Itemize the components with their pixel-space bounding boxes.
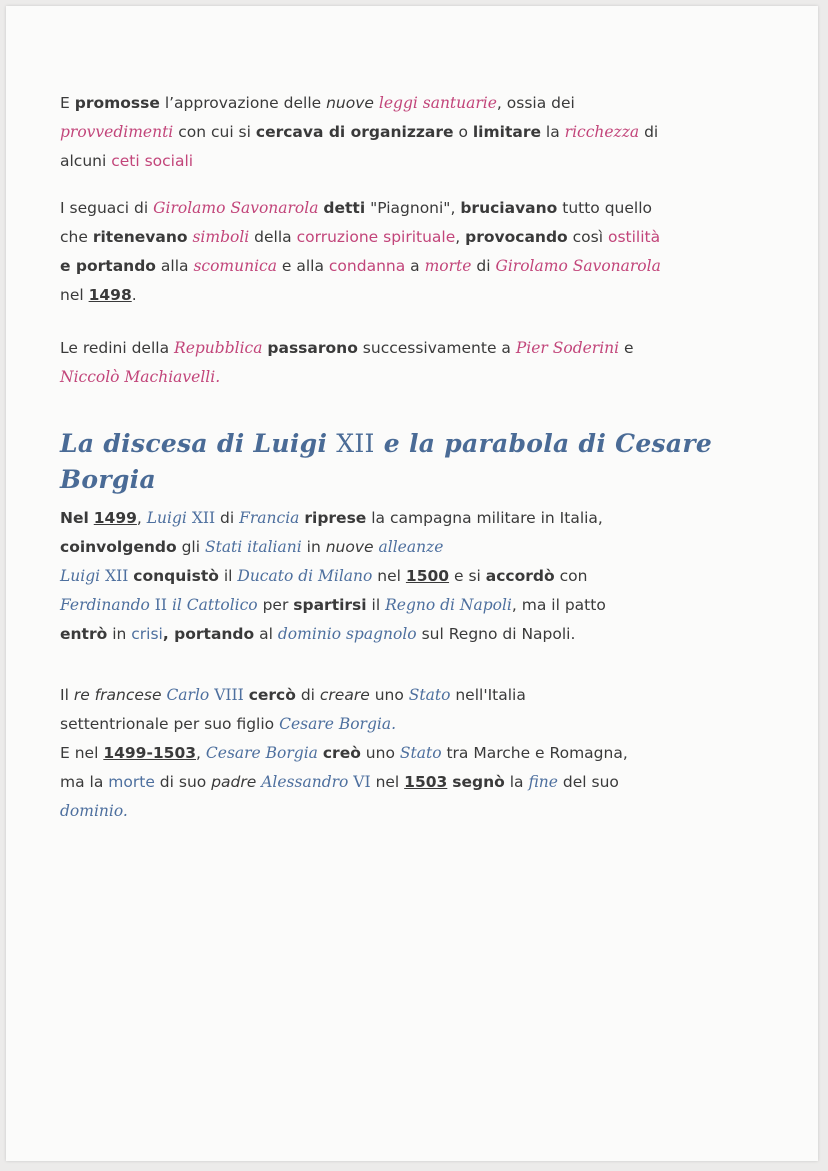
text: di: [644, 123, 659, 141]
text: e si: [453, 567, 481, 585]
text: , ossia dei: [496, 94, 575, 112]
text: ,: [196, 744, 201, 762]
keyword-provvedimenti: provvedimenti: [60, 123, 174, 141]
keyword-dominio: dominio.: [60, 802, 128, 820]
text: la campagna militare in Italia,: [371, 509, 603, 527]
text: "Piagnoni": [370, 199, 451, 217]
keyword-luigi: Luigi: [60, 567, 101, 585]
text: nel: [377, 567, 401, 585]
text-bold: provocando: [465, 228, 568, 246]
date-1499: 1499: [93, 509, 137, 527]
heading-text: La discesa di Luigi: [60, 429, 328, 458]
text-bold: e portando: [60, 257, 156, 275]
text: Il: [60, 686, 69, 704]
keyword-ostilita: ostilità: [607, 228, 661, 246]
text: sul Regno di Napoli.: [421, 625, 576, 643]
text: E: [60, 94, 70, 112]
text: della: [254, 228, 292, 246]
text: tutto quello: [562, 199, 653, 217]
paragraph-leggi-santuarie: [60, 89, 750, 176]
keyword-ferdinando: Ferdinando: [60, 596, 150, 614]
keyword-repubblica: Repubblica: [174, 339, 263, 357]
text: uno: [365, 744, 395, 762]
section-heading: [60, 426, 760, 498]
text-bold: conquistò: [133, 567, 219, 585]
keyword-pier-soderini: Pier Soderini: [515, 339, 620, 357]
keyword-morte: morte: [108, 773, 155, 791]
text-bold: coinvolgendo: [60, 538, 177, 556]
keyword-morte: morte: [424, 257, 472, 275]
text: uno: [374, 686, 404, 704]
keyword-cesare-borgia: Cesare Borgia.: [279, 715, 396, 733]
text: di suo: [159, 773, 207, 791]
text-italic: re francese: [73, 686, 162, 704]
text: di: [476, 257, 491, 275]
text: e alla: [281, 257, 324, 275]
text: che: [60, 228, 88, 246]
text: di: [220, 509, 235, 527]
keyword-girolamo-savonarola: Girolamo Savonarola: [153, 199, 319, 217]
text-bold: cercava di organizzare: [255, 123, 454, 141]
text-bold: entrò: [60, 625, 108, 643]
keyword-niccolo-machiavelli: Niccolò Machiavelli.: [60, 368, 221, 386]
text: ,: [136, 509, 142, 527]
keyword-regno-di-napoli: Regno di Napoli: [385, 596, 512, 614]
text: E nel: [60, 744, 99, 762]
heading-text: e la parabola di Cesare Borgia: [60, 429, 713, 494]
keyword-crisi: crisi: [131, 625, 163, 643]
text: il: [223, 567, 233, 585]
text-bold: Nel: [60, 509, 89, 527]
text-italic: nuove: [326, 94, 374, 112]
keyword-corruzione-spirituale: corruzione spirituale: [296, 228, 456, 246]
paragraph-luigi-xii: [60, 504, 750, 649]
text-bold: creò: [322, 744, 361, 762]
keyword-scomunica: scomunica: [193, 257, 277, 275]
text: .: [131, 286, 137, 304]
text-italic: nuove: [325, 538, 374, 556]
text-bold: passarono: [267, 339, 358, 357]
paragraph-repubblica: [60, 334, 750, 392]
text: il: [371, 596, 381, 614]
text: I seguaci di: [60, 199, 149, 217]
text: l’approvazione delle: [164, 94, 322, 112]
text-italic: padre: [211, 773, 257, 791]
numeral-viii: VIII: [214, 686, 244, 704]
text: con cui si: [178, 123, 251, 141]
text: in: [306, 538, 321, 556]
keyword-dominio-spagnolo: dominio spagnolo: [277, 625, 417, 643]
text: del suo: [562, 773, 619, 791]
text: a: [410, 257, 420, 275]
text: ma la: [60, 773, 104, 791]
text-bold: promosse: [74, 94, 160, 112]
document-page: [6, 6, 818, 1161]
text: al: [259, 625, 273, 643]
keyword-girolamo-savonarola: Girolamo Savonarola: [495, 257, 661, 275]
text: nel: [375, 773, 400, 791]
text: nel: [60, 286, 84, 304]
text: , ma il patto: [511, 596, 606, 614]
text: ,: [450, 199, 456, 217]
paragraph-savonarola: [60, 194, 750, 310]
text: gli: [181, 538, 201, 556]
keyword-cesare-borgia: Cesare Borgia: [205, 744, 318, 762]
keyword-ducato-di-milano: Ducato di Milano: [237, 567, 373, 585]
date-1499-1503: 1499-1503: [103, 744, 197, 762]
text: tra Marche e Romagna,: [446, 744, 628, 762]
text-bold: detti: [323, 199, 366, 217]
keyword-francia: Francia: [239, 509, 300, 527]
keyword-ceti-sociali: ceti sociali: [111, 152, 194, 170]
keyword-carlo: Carlo: [166, 686, 210, 704]
text: in: [112, 625, 127, 643]
text-bold: cercò: [248, 686, 296, 704]
text: la: [509, 773, 524, 791]
keyword-simboli: simboli: [192, 228, 250, 246]
keyword-leggi-santuarie: leggi santuarie: [378, 94, 497, 112]
numeral-vi: VI: [353, 773, 371, 791]
keyword-stato: Stato: [408, 686, 451, 704]
text: successivamente a: [362, 339, 511, 357]
text: e: [624, 339, 634, 357]
keyword-luigi: Luigi: [146, 509, 187, 527]
text-bold: , portando: [162, 625, 255, 643]
text: nell'Italia: [455, 686, 526, 704]
text: alla: [160, 257, 189, 275]
date-1503: 1503: [404, 773, 448, 791]
date-1498: 1498: [88, 286, 132, 304]
paragraph-cesare-borgia: [60, 681, 750, 826]
numeral-xii: XII: [105, 567, 129, 585]
text-bold: segnò: [452, 773, 505, 791]
text-bold: ritenevano: [92, 228, 188, 246]
text-italic: creare: [319, 686, 370, 704]
keyword-fine: fine: [528, 773, 558, 791]
text-bold: limitare: [472, 123, 541, 141]
keyword-il-cattolico: il Cattolico: [171, 596, 258, 614]
text-bold: spartirsi: [293, 596, 367, 614]
text-bold: riprese: [304, 509, 367, 527]
keyword-condanna: condanna: [328, 257, 406, 275]
text-bold: accordò: [485, 567, 555, 585]
keyword-alleanze: alleanze: [378, 538, 444, 556]
text: o: [458, 123, 468, 141]
text: di: [300, 686, 315, 704]
date-1500: 1500: [405, 567, 450, 585]
text: con: [559, 567, 588, 585]
text: la: [545, 123, 560, 141]
numeral-xii: XII: [191, 509, 216, 527]
keyword-alessandro: Alessandro: [261, 773, 349, 791]
text: Le redini della: [60, 339, 170, 357]
keyword-stati-italiani: Stati italiani: [204, 538, 302, 556]
text: alcuni: [60, 152, 107, 170]
text: ,: [455, 228, 461, 246]
keyword-ricchezza: ricchezza: [564, 123, 640, 141]
text: per: [262, 596, 289, 614]
text-bold: bruciavano: [460, 199, 558, 217]
keyword-stato: Stato: [399, 744, 442, 762]
text: così: [572, 228, 604, 246]
numeral-ii: II: [154, 596, 168, 614]
text: settentrionale per suo figlio: [60, 715, 275, 733]
heading-numeral: XII: [336, 429, 375, 458]
